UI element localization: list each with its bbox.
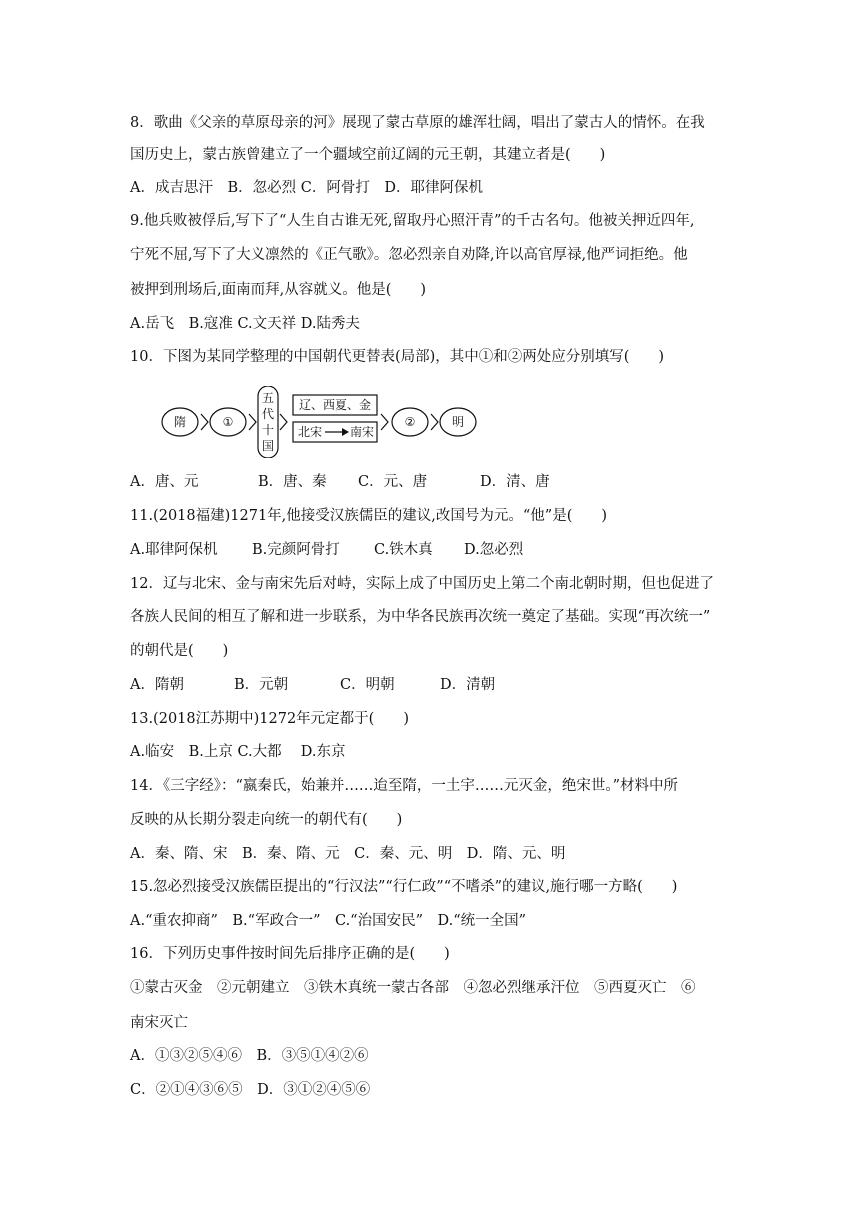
q12-stem-line3: 的朝代是( ) <box>130 643 229 659</box>
q11-option-b: B.完颜阿骨打 <box>252 542 340 558</box>
q11-stem: 11.(2018福建)1271年,他接受汉族儒臣的建议,改国号为元。“他”是( ) <box>130 508 608 524</box>
q12-options <box>130 675 495 695</box>
arrow-chevron-4 <box>381 414 388 430</box>
q13-stem: 13.(2018江苏期中)1272年元定都于( ) <box>130 711 409 727</box>
q9-options: A.岳飞 B.寇准 C.文天祥 D.陆秀夫 <box>130 316 360 332</box>
five-dynasties-char-1: 五 <box>261 391 275 405</box>
southern-song-label: 南宋 <box>350 425 375 439</box>
q15-options: A.“重农抑商” B.“军政合一” C.“治国安民” D.“统一全国” <box>130 913 527 929</box>
ming-label: 明 <box>451 415 465 429</box>
q10-options <box>130 472 550 492</box>
blank1-label: ① <box>222 415 234 429</box>
q10-option-c: C．元、唐 <box>358 474 428 490</box>
q8-stem-line2: 国历史上，蒙古族曾建立了一个疆域空前辽阔的元王朝，其建立者是( ) <box>130 147 606 163</box>
blank2-label: ② <box>404 415 416 429</box>
q12-option-b: B．元朝 <box>234 677 289 693</box>
q14-stem-line1: 14．《三字经》：“嬴秦氏，始兼并……迨至隋，一土宇……元灭金，绝宋世。”材料中所 <box>130 778 679 794</box>
q16-events-line1: ①蒙古灭金 ②元朝建立 ③铁木真统一蒙古各部 ④忽必烈继承汗位 ⑤西夏灭亡 ⑥ <box>130 980 696 996</box>
arrow-chevron-2 <box>249 414 256 430</box>
five-dynasties-char-4: 国 <box>261 439 275 453</box>
q13-options: A.临安 B.上京 C.大都 D.东京 <box>130 744 346 760</box>
q14-options: A．秦、隋、宋 B．秦、隋、元 C．秦、元、明 D．隋、元、明 <box>130 846 566 862</box>
q10-option-d: D．清、唐 <box>480 474 550 490</box>
q10-option-b: B．唐、秦 <box>258 474 327 490</box>
q10-option-a: A．唐、元 <box>130 474 199 490</box>
q10-stem: 10．下图为某同学整理的中国朝代更替表(局部)，其中①和②两处应分别填写( ) <box>130 349 665 365</box>
arrow-chevron-3 <box>280 414 287 430</box>
q8-stem-line1: 8．歌曲《父亲的草原母亲的河》展现了蒙古草原的雄浑壮阔，唱出了蒙古人的情怀。在我 <box>130 115 705 131</box>
q12-option-c: C．明朝 <box>340 677 395 693</box>
sui-label: 隋 <box>173 415 187 429</box>
q11-options <box>130 540 523 560</box>
q11-option-c: C.铁木真 <box>374 542 433 558</box>
q8-options: A．成吉思汗 B．忽必烈 C．阿骨打 D．耶律阿保机 <box>130 180 483 196</box>
arrow-chevron-1 <box>201 414 208 430</box>
q16-options-cd: C．②①④③⑥⑤ D．③①②④⑤⑥ <box>130 1082 371 1098</box>
dynasty-succession-diagram <box>158 386 478 458</box>
q9-stem-line3: 被押到刑场后,面南而拜,从容就义。他是( ) <box>130 282 427 298</box>
q15-stem: 15.忽必烈接受汉族儒臣提出的“行汉法”“行仁政”“不嗜杀”的建议,施行哪一方略( ) <box>130 879 678 895</box>
five-dynasties-char-3: 十 <box>261 423 275 437</box>
q14-stem-line2: 反映的从长期分裂走向统一的朝代有( ) <box>130 812 403 828</box>
q16-stem: 16．下列历史事件按时间先后排序正确的是( ) <box>130 946 450 962</box>
q12-stem-line1: 12．辽与北宋、金与南宋先后对峙，实际上成了中国历史上第二个南北朝时期，但也促进了 <box>130 576 714 592</box>
q12-option-d: D．清朝 <box>440 677 496 693</box>
liao-xixia-jin-label: 辽、西夏、金 <box>298 398 372 412</box>
q16-options-ab: A．①③②⑤④⑥ B．③⑤①④②⑥ <box>130 1048 369 1064</box>
northern-song-label: 北宋 <box>298 425 323 439</box>
q9-stem-line2: 宁死不屈,写下了大义凛然的《正气歌》。忽必烈亲自劝降,许以高官厚禄,他严词拒绝。他 <box>130 247 688 263</box>
five-dynasties-char-2: 代 <box>261 407 275 421</box>
arrow-chevron-5 <box>431 414 438 430</box>
q12-stem-line2: 各族人民间的相互了解和进一步联系，为中华各民族再次统一奠定了基础。实现“再次统一” <box>130 609 711 625</box>
song-arrow-head <box>342 428 349 436</box>
q16-events-line2: 南宋灭亡 <box>130 1015 188 1031</box>
q11-option-d: D.忽必烈 <box>464 542 524 558</box>
q9-stem-line1: 9.他兵败被俘后,写下了“人生自古谁无死,留取丹心照汗青”的千古名句。他被关押近四年, <box>130 213 695 229</box>
q12-option-a: A．隋朝 <box>130 677 184 693</box>
q11-option-a: A.耶律阿保机 <box>130 542 218 558</box>
